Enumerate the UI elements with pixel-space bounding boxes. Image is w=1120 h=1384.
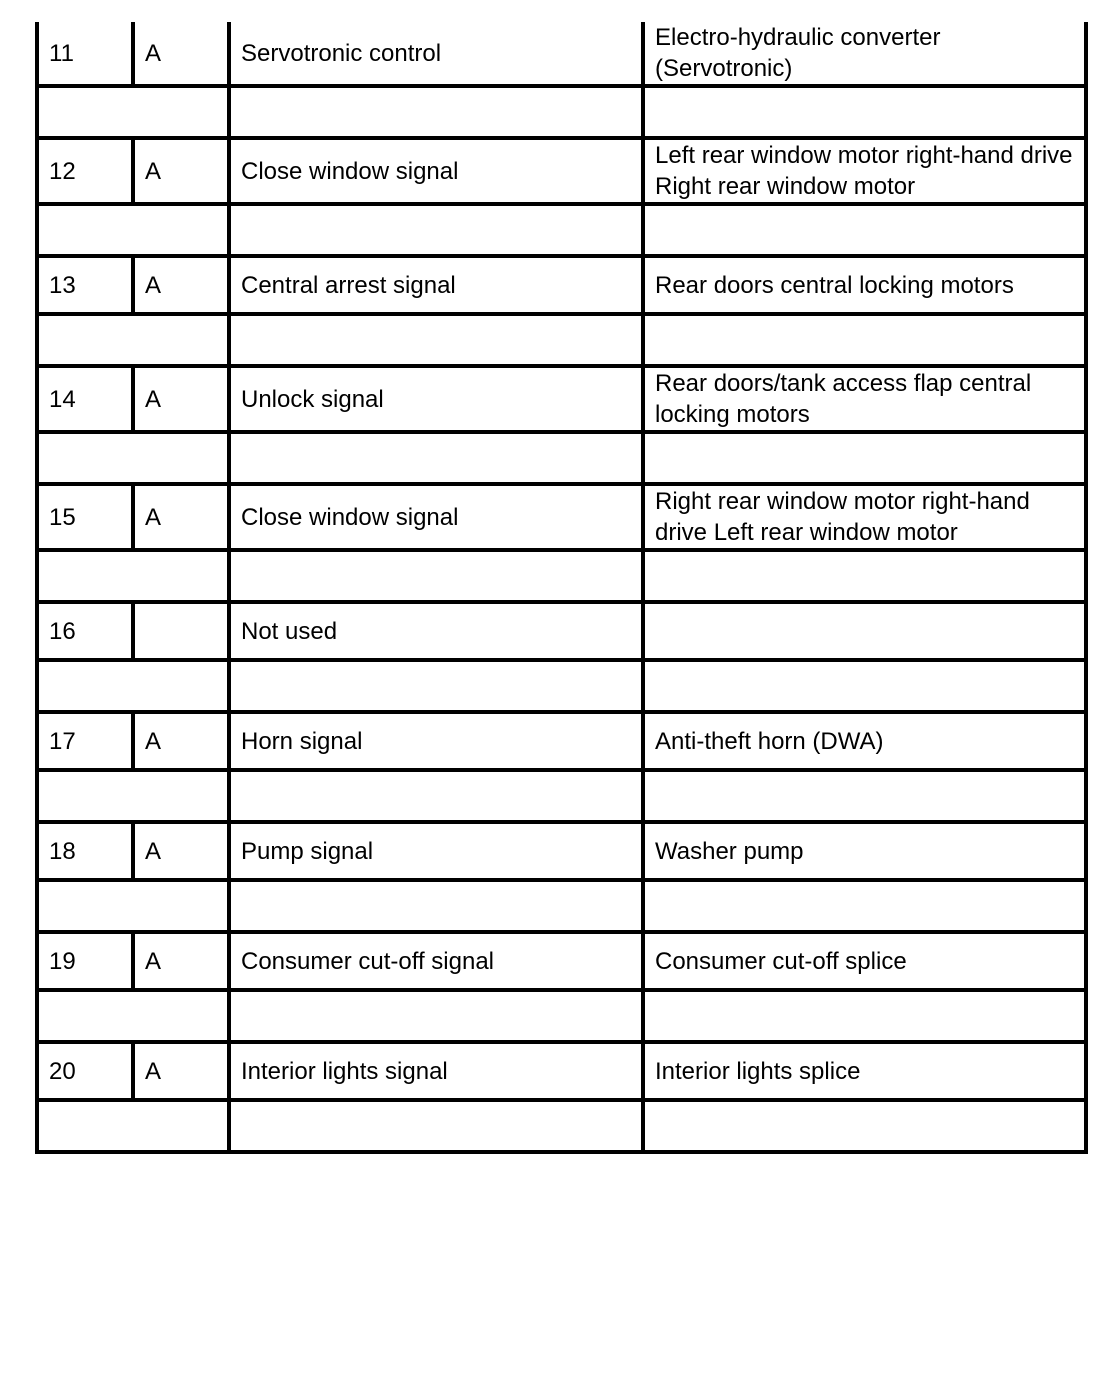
table-row <box>37 1042 1086 1100</box>
spacer-cell <box>643 314 1086 366</box>
signal-description-cell: Close window signal <box>229 138 643 204</box>
spacer-row <box>37 660 1086 712</box>
spacer-cell <box>643 880 1086 932</box>
spacer-cell <box>643 990 1086 1042</box>
table-body <box>37 22 1086 1152</box>
connected-component-cell: Washer pump <box>643 822 1086 880</box>
spacer-row <box>37 880 1086 932</box>
table-row <box>37 484 1086 550</box>
table-row <box>37 138 1086 204</box>
spacer-cell <box>229 880 643 932</box>
spacer-row <box>37 86 1086 138</box>
table-row <box>37 822 1086 880</box>
spacer-row <box>37 314 1086 366</box>
pin-number-cell: 15 <box>37 484 133 550</box>
signal-description-cell: Unlock signal <box>229 366 643 432</box>
signal-description-cell: Consumer cut-off signal <box>229 932 643 990</box>
signal-type-cell <box>133 602 229 660</box>
pin-number-cell: 14 <box>37 366 133 432</box>
spacer-cell <box>37 204 229 256</box>
connected-component-cell: Rear doors/tank access flap central locking motors <box>643 366 1086 432</box>
spacer-cell <box>37 314 229 366</box>
connected-component-cell: Rear doors central locking motors <box>643 256 1086 314</box>
signal-type-cell: A <box>133 138 229 204</box>
spacer-cell <box>643 1100 1086 1152</box>
spacer-cell <box>37 432 229 484</box>
signal-type-cell: A <box>133 484 229 550</box>
spacer-row <box>37 770 1086 822</box>
spacer-cell <box>229 204 643 256</box>
spacer-cell <box>229 550 643 602</box>
spacer-cell <box>229 990 643 1042</box>
pin-number-cell: 18 <box>37 822 133 880</box>
signal-type-cell: A <box>133 932 229 990</box>
pin-number-cell: 20 <box>37 1042 133 1100</box>
spacer-cell <box>643 660 1086 712</box>
spacer-row <box>37 1100 1086 1152</box>
pin-number-cell: 16 <box>37 602 133 660</box>
spacer-row <box>37 204 1086 256</box>
signal-type-cell: A <box>133 1042 229 1100</box>
signal-description-cell: Close window signal <box>229 484 643 550</box>
table-row <box>37 932 1086 990</box>
connected-component-cell: Interior lights splice <box>643 1042 1086 1100</box>
spacer-cell <box>37 1100 229 1152</box>
table-row <box>37 712 1086 770</box>
signal-type-cell: A <box>133 22 229 86</box>
spacer-row <box>37 550 1086 602</box>
spacer-cell <box>229 1100 643 1152</box>
signal-description-cell: Servotronic control <box>229 22 643 86</box>
signal-description-cell: Interior lights signal <box>229 1042 643 1100</box>
signal-type-cell: A <box>133 822 229 880</box>
connected-component-cell <box>643 602 1086 660</box>
connected-component-cell: Electro-hydraulic converter (Servotronic) <box>643 22 1086 86</box>
pin-number-cell: 12 <box>37 138 133 204</box>
connected-component-cell: Anti-theft horn (DWA) <box>643 712 1086 770</box>
spacer-row <box>37 432 1086 484</box>
connected-component-cell: Right rear window motor right-hand drive Left rear window motor <box>643 484 1086 550</box>
pin-number-cell: 11 <box>37 22 133 86</box>
connected-component-cell: Left rear window motor right-hand drive Right rear window motor <box>643 138 1086 204</box>
spacer-cell <box>37 990 229 1042</box>
spacer-row <box>37 990 1086 1042</box>
spacer-cell <box>37 770 229 822</box>
pin-number-cell: 17 <box>37 712 133 770</box>
signal-description-cell: Central arrest signal <box>229 256 643 314</box>
table-row <box>37 256 1086 314</box>
pin-number-cell: 13 <box>37 256 133 314</box>
spacer-cell <box>643 550 1086 602</box>
spacer-cell <box>37 880 229 932</box>
spacer-cell <box>229 86 643 138</box>
spacer-cell <box>37 550 229 602</box>
table-row <box>37 602 1086 660</box>
spacer-cell <box>229 314 643 366</box>
signal-description-cell: Not used <box>229 602 643 660</box>
spacer-cell <box>229 432 643 484</box>
signal-type-cell: A <box>133 712 229 770</box>
spacer-cell <box>37 660 229 712</box>
signal-type-cell: A <box>133 256 229 314</box>
signal-description-cell: Pump signal <box>229 822 643 880</box>
spacer-cell <box>229 770 643 822</box>
spacer-cell <box>643 432 1086 484</box>
table-row <box>37 366 1086 432</box>
spacer-cell <box>643 86 1086 138</box>
spacer-cell <box>229 660 643 712</box>
spacer-cell <box>643 204 1086 256</box>
pin-assignment-table <box>35 22 1088 1154</box>
signal-type-cell: A <box>133 366 229 432</box>
pin-number-cell: 19 <box>37 932 133 990</box>
spacer-cell <box>643 770 1086 822</box>
spacer-cell <box>37 86 229 138</box>
table-row <box>37 22 1086 86</box>
connected-component-cell: Consumer cut-off splice <box>643 932 1086 990</box>
signal-description-cell: Horn signal <box>229 712 643 770</box>
